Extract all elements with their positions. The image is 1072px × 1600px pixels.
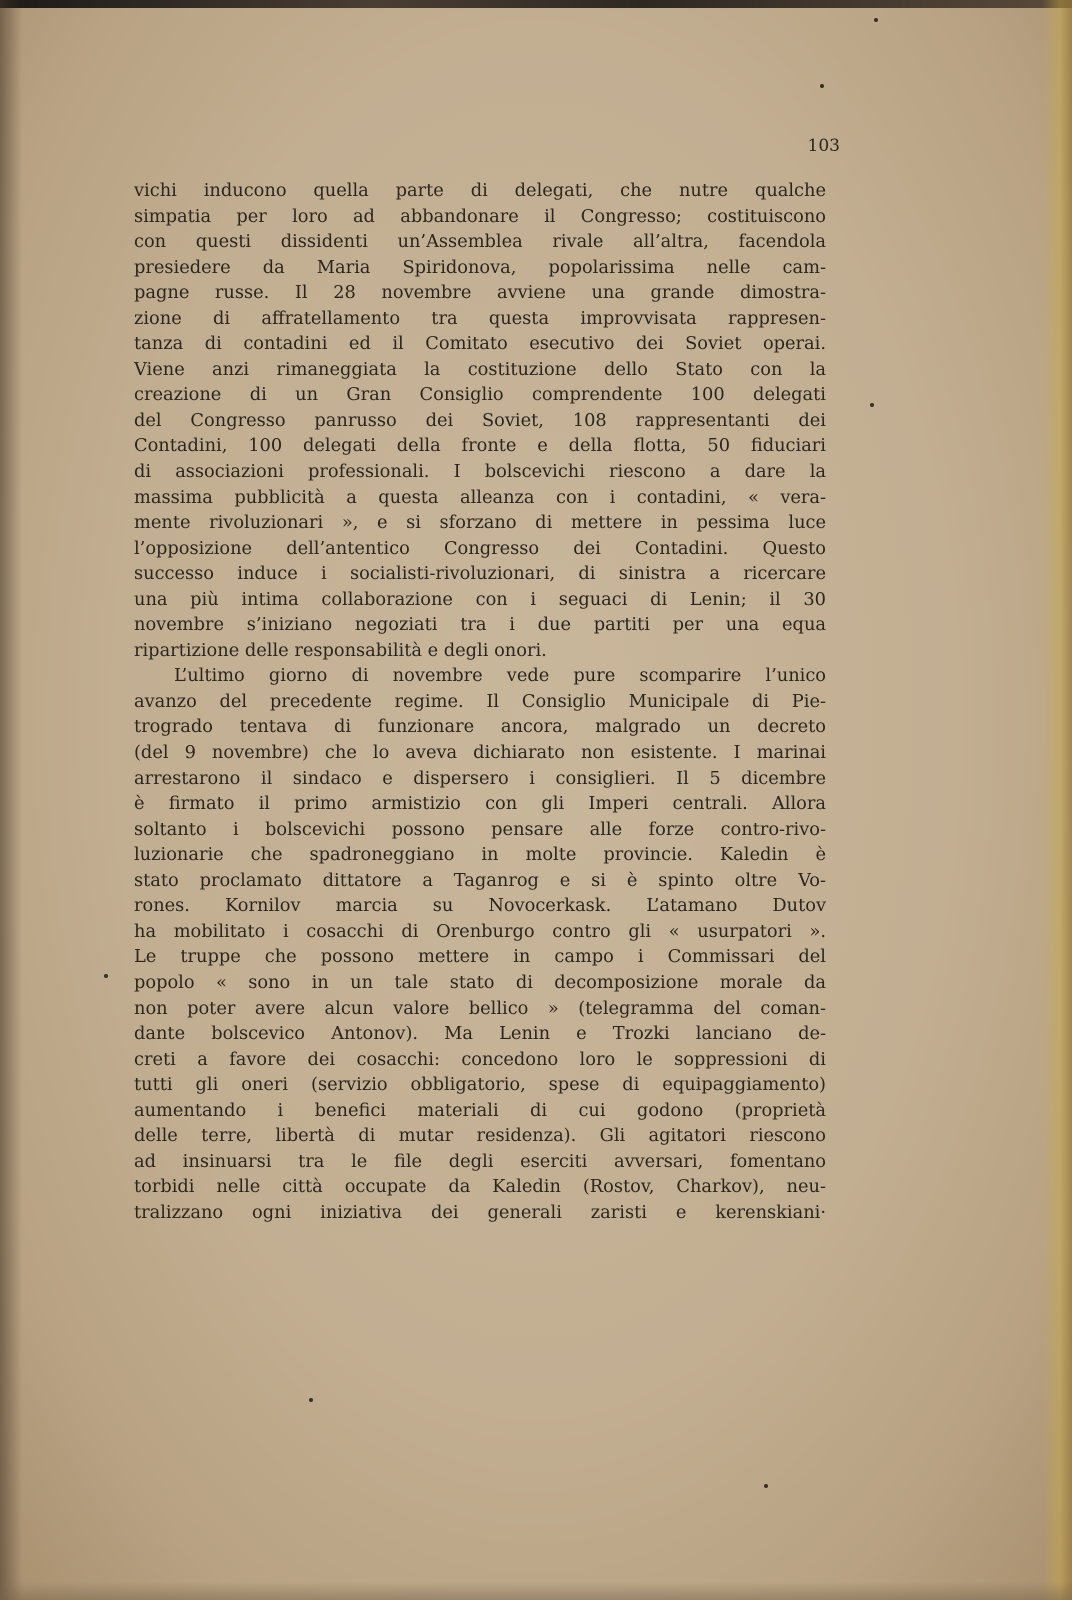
paper-speck [104, 974, 108, 978]
page-bottom-edge [0, 1582, 1072, 1600]
text-line: mente rivoluzionari », e si sforzano di mettere in pessima luce [134, 512, 826, 534]
text-line: novembre s’iniziano negoziati tra i due partiti per una equa [134, 614, 826, 636]
text-line: zione di affratellamento tra questa improvvisata rappresen- [134, 307, 826, 329]
text-line: tutti gli oneri (servizio obbligatorio, spese di equipaggiamento) [134, 1074, 826, 1096]
text-line: ad insinuarsi tra le file degli eserciti avversari, fomentano [134, 1150, 826, 1172]
page-right-edge [1042, 0, 1072, 1600]
paragraph-start-line: L’ultimo giorno di novembre vede pure scomparire l’unico [174, 665, 826, 687]
text-line: arrestarono il sindaco e dispersero i consiglieri. Il 5 dicembre [134, 767, 826, 789]
text-line: di associazioni professionali. I bolscevichi riescono a dare la [134, 461, 826, 483]
text-line: avanzo del precedente regime. Il Consiglio Municipale di Pie- [134, 690, 826, 712]
paragraph-end-line: ripartizione delle responsabilità e degli onori. [134, 639, 547, 661]
text-line: presiedere da Maria Spiridonova, popolarissima nelle cam- [134, 256, 826, 278]
text-line: creazione di un Gran Consiglio comprendente 100 delegati [134, 384, 826, 406]
body-text [134, 178, 826, 1225]
text-line: torbidi nelle città occupate da Kaledin (Rostov, Charkov), neu- [134, 1176, 826, 1198]
page-number: 103 [807, 136, 840, 156]
text-line: non poter avere alcun valore bellico » (telegramma del coman- [134, 997, 826, 1019]
text-line: Viene anzi rimaneggiata la costituzione dello Stato con la [134, 358, 826, 380]
page-left-shadow [0, 0, 22, 1600]
text-line: creti a favore dei cosacchi: concedono loro le soppressioni di [134, 1048, 826, 1070]
text-line: successo induce i socialisti-rivoluzionari, di sinistra a ricercare [134, 563, 826, 585]
text-line: ha mobilitato i cosacchi di Orenburgo contro gli « usurpatori ». [134, 920, 826, 942]
paper-speck [764, 1484, 768, 1488]
paper-speck [870, 403, 874, 407]
text-line: è firmato il primo armistizio con gli Imperi centrali. Allora [134, 793, 826, 815]
paper-speck [309, 1398, 313, 1402]
text-line: Contadini, 100 delegati della fronte e della flotta, 50 fiduciari [134, 435, 826, 457]
text-line: (del 9 novembre) che lo aveva dichiarato non esistente. I marinai [134, 742, 826, 764]
text-line: trogrado tentava di funzionare ancora, malgrado un decreto [134, 716, 826, 738]
text-line: del Congresso panrusso dei Soviet, 108 rappresentanti dei [134, 409, 826, 431]
text-line: aumentando i benefici materiali di cui godono (proprietà [134, 1099, 826, 1121]
text-line: luzionarie che spadroneggiano in molte provincie. Kaledin è [134, 844, 826, 866]
text-line: una più intima collaborazione con i seguaci di Lenin; il 30 [134, 588, 826, 610]
text-line: vichi inducono quella parte di delegati, che nutre qualche [134, 180, 826, 201]
paper-speck [820, 84, 824, 88]
text-line: massima pubblicità a questa alleanza con i contadini, « vera- [134, 486, 826, 508]
text-line: simpatia per loro ad abbandonare il Congresso; costituiscono [134, 205, 826, 227]
text-line: rones. Kornilov marcia su Novocerkask. L’atamano Dutov [134, 895, 826, 917]
text-line: dante bolscevico Antonov). Ma Lenin e Trozki lanciano de- [134, 1023, 826, 1045]
text-line: delle terre, libertà di mutar residenza). Gli agitatori riescono [134, 1125, 826, 1147]
text-line: tralizzano ogni iniziativa dei generali zaristi e kerenskiani· [134, 1201, 826, 1223]
text-line: tanza di contadini ed il Comitato esecutivo dei Soviet operai. [134, 333, 826, 355]
text-line: l’opposizione dell’antentico Congresso dei Contadini. Questo [134, 537, 826, 559]
text-line: soltanto i bolscevichi possono pensare alle forze contro-rivo- [134, 818, 826, 840]
text-line: popolo « sono in un tale stato di decomposizione morale da [134, 971, 826, 993]
text-line: Le truppe che possono mettere in campo i Commissari del [134, 946, 826, 968]
page-top-edge [0, 0, 1072, 8]
paper-speck [874, 18, 878, 22]
text-line: stato proclamato dittatore a Taganrog e si è spinto oltre Vo- [134, 869, 826, 891]
text-line: con questi dissidenti un’Assemblea rivale all’altra, facendola [134, 231, 826, 253]
text-line: pagne russe. Il 28 novembre avviene una grande dimostra- [134, 282, 826, 304]
